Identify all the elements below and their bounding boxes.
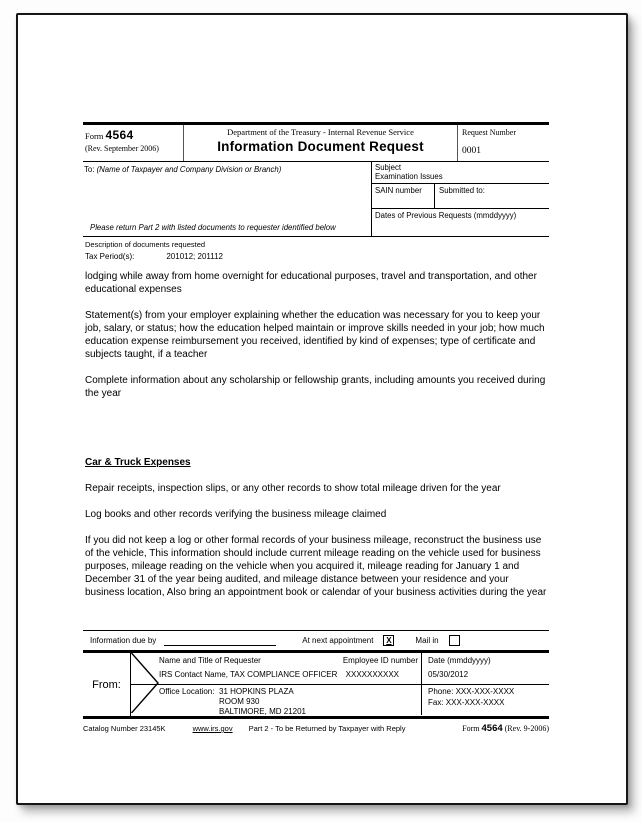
request-number-label: Request Number (462, 128, 516, 137)
form-revision: (Rev. September 2006) (85, 144, 159, 153)
phone-fax-cell (421, 685, 549, 715)
bottom-section (83, 630, 549, 734)
tax-period-label: Tax Period(s): (85, 252, 135, 261)
submitted-to-cell: Submitted to: (439, 186, 485, 195)
mail-in-label: Mail in (415, 636, 439, 645)
employee-id-label: Employee ID number (342, 656, 418, 665)
tax-period-value: 201012; 201112 (166, 252, 224, 261)
from-label: From: (92, 678, 121, 691)
to-label: To: (84, 165, 95, 174)
to-section-table (83, 162, 549, 237)
request-number-cell (457, 125, 549, 161)
office-location-cell (131, 685, 421, 715)
footer-form-number: 4564 (481, 723, 503, 734)
fax-value: Fax: XXX-XXX-XXXX (428, 697, 505, 707)
paragraph: If you did not keep a log or other formal records of your business mileage, reconstruct the business use of the vehicle, This information should include current mileage reading on the vehicle used for business purposes, mileage reading on the vehicle when you acquired it, mileage reading for January 1 and December 31 of the year being audited, and mileage distance between your residence and your business location, Also bring an appointment book or calendar of your business activities during the year (85, 535, 547, 598)
footer (83, 723, 549, 734)
name-title-label: Name and Title of Requester (159, 656, 261, 665)
paragraph: Log books and other records verifying the business mileage claimed (85, 509, 387, 520)
from-body (130, 653, 549, 716)
subject-value: Examination Issues (375, 172, 443, 181)
car-truck-heading: Car & Truck Expenses (85, 457, 191, 468)
office-address-line: BALTIMORE, MD 21201 (219, 707, 306, 716)
previous-requests-cell: Dates of Previous Requests (mmddyyyy) (375, 211, 517, 220)
to-cell (83, 162, 371, 236)
paragraph: Statement(s) from your employer explaining whether the education was necessary for you to keep your job, salary, or status; how the education helped maintain or improve skills needed in your job; how much education expense reimbursement you received, identified by kind of expenses; type of certificate and subjects taught, if a teacher (85, 310, 545, 360)
date-value: 05/30/2012 (428, 670, 469, 679)
irs-website-link[interactable]: www.irs.gov (192, 724, 233, 733)
paragraph: Repair receipts, inspection slips, or any other records to show total mileage driven for the year (85, 483, 501, 494)
information-due-blank-line (164, 635, 276, 646)
form-header-table (83, 122, 549, 162)
requester-values (159, 670, 421, 679)
requester-labels (159, 656, 421, 665)
mail-in-checkbox[interactable] (449, 635, 460, 646)
office-location-label: Office Location: (159, 687, 215, 696)
form-number-cell (83, 125, 184, 161)
catalog-number: Catalog Number 23145K (83, 724, 166, 733)
form-label: Form (85, 131, 104, 141)
office-address-line: ROOM 930 (219, 697, 260, 706)
subject-column (371, 162, 549, 236)
requester-left (131, 653, 421, 684)
to-hint: (Name of Taxpayer and Company Division or Branch) (96, 165, 282, 174)
part-note: Part 2 - To be Returned by Taxpayer with Reply (248, 724, 406, 733)
date-cell (421, 653, 549, 684)
form-title-cell (184, 125, 457, 161)
paragraph: Complete information about any scholarship or fellowship grants, including amounts you received during the year (85, 375, 546, 399)
form-number: 4564 (105, 128, 134, 142)
name-title-value: IRS Contact Name, TAX COMPLIANCE OFFICER (159, 670, 338, 679)
description-header: Description of documents requested (85, 240, 206, 249)
paragraph: lodging while away from home overnight for educational purposes, travel and transportation, and other educational expenses (85, 271, 537, 295)
appointment-checkbox[interactable] (383, 635, 394, 646)
requester-row (131, 653, 549, 685)
office-address-line: 31 HOPKINS PLAZA (219, 687, 294, 696)
employee-id-value: XXXXXXXXXX (345, 670, 399, 679)
appointment-label: At next appointment (302, 636, 374, 645)
date-label: Date (mmddyyyy) (428, 656, 491, 665)
form-content (83, 15, 549, 612)
subject-cell (372, 162, 549, 184)
information-due-row (83, 630, 549, 653)
tax-period-row (85, 252, 549, 261)
document-body (83, 270, 549, 599)
footer-form-revision: (Rev. 9-2006) (504, 724, 549, 733)
chevron-right-icon (131, 653, 161, 713)
from-table (83, 653, 549, 719)
office-address (219, 685, 306, 715)
sain-row (372, 184, 549, 209)
appointment-checkbox-mark: X (386, 636, 392, 645)
return-note: Please return Part 2 with listed documents to requester identified below (90, 223, 336, 232)
form-number-line (85, 128, 183, 142)
phone-value: Phone: XXX-XXX-XXXX (428, 687, 515, 696)
sain-number-cell: SAIN number (372, 184, 435, 208)
request-number-value: 0001 (462, 146, 481, 156)
subject-label: Subject (375, 163, 402, 172)
office-row (131, 685, 549, 715)
footer-form-label: Form (462, 724, 480, 733)
page-title: Information Document Request (217, 139, 424, 154)
agency-line: Department of the Treasury - Internal Revenue Service (227, 127, 414, 137)
footer-form-id (462, 723, 549, 734)
information-due-label: Information due by (90, 636, 157, 645)
document-page (16, 13, 628, 805)
